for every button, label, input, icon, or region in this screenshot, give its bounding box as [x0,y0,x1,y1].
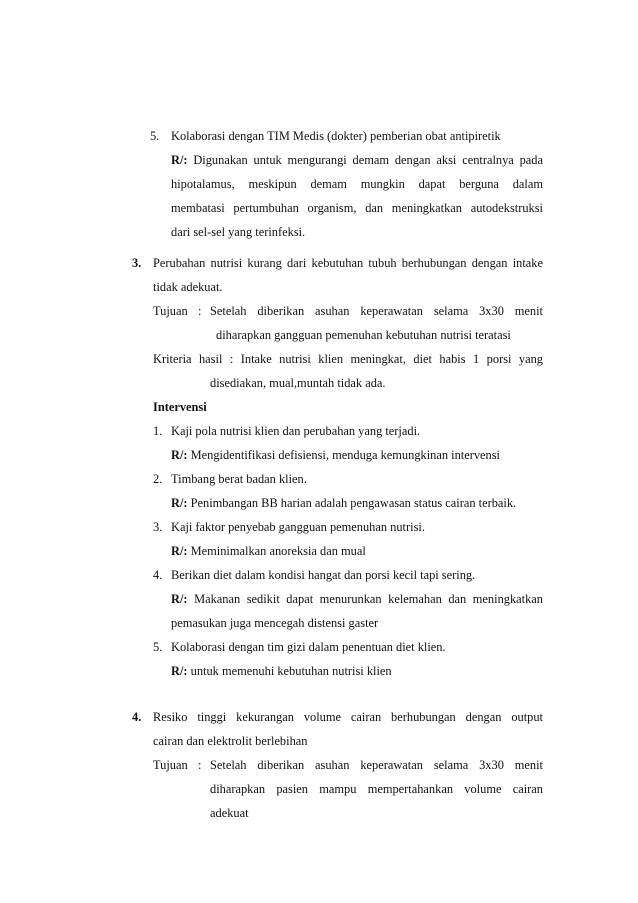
tujuan-text-cont: adekuat [210,806,249,820]
tujuan-separator: : [198,304,202,318]
list-number: 5. [150,129,160,143]
tujuan-label: Tujuan [153,758,188,772]
rationale-text: Makanan sedikit dapat menurunkan kelemahan dan meningkatkan [194,592,543,606]
rationale-line [171,543,366,559]
rationale-line [171,447,500,463]
tujuan-label: Tujuan [153,304,188,318]
rationale-line: hipotalamus, meskipun demam mungkin dapat berguna dalam [171,177,543,191]
section-number: 3. [132,256,142,270]
tujuan-text-cont: diharapkan pasien mampu mempertahankan volume cairan [210,782,543,796]
intervention-text: Berikan diet dalam kondisi hangat dan porsi kecil tapi sering. [171,568,476,582]
intervention-text: Kaji faktor penyebab gangguan pemenuhan nutrisi. [171,520,425,534]
section-number: 4. [132,710,142,724]
rationale-label: R/: [171,448,188,462]
list-number: 5. [153,640,163,654]
section-title-cont: tidak adekuat. [153,280,223,294]
kriteria-hasil: Kriteria hasil : Intake nutrisi klien meningkat, diet habis 1 porsi yang [153,352,543,366]
rationale-line [171,591,543,607]
tujuan-text-cont: diharapkan gangguan pemenuhan kebutuhan nutrisi teratasi [216,328,511,342]
tujuan-separator: : [198,758,202,772]
tujuan-text: Setelah diberikan asuhan keperawatan selama 3x30 menit [210,758,543,772]
intervention-text: Kolaborasi dengan TIM Medis (dokter) pemberian obat antipiretik [171,129,501,143]
list-number: 3. [153,520,163,534]
section-title: Resiko tinggi kekurangan volume cairan berhubungan dengan output [153,710,543,724]
rationale-text: Digunakan untuk mengurangi demam dengan aksi centralnya pada [193,153,543,167]
list-number: 1. [153,424,163,438]
list-number: 4. [153,568,163,582]
rationale-line: membatasi pertumbuhan organism, dan meningkatkan autodekstruksi [171,201,543,215]
rationale-line [171,495,516,511]
rationale-label: R/: [171,592,188,606]
rationale-line [171,663,392,679]
rationale-line [171,152,543,168]
intervention-text: Timbang berat badan klien. [171,472,307,486]
rationale-label: R/: [171,153,188,167]
rationale-text: Penimbangan BB harian adalah pengawasan status cairan terbaik. [190,496,517,510]
section-title: Perubahan nutrisi kurang dari kebutuhan tubuh berhubungan dengan intake [153,256,543,270]
rationale-line: dari sel-sel yang terinfeksi. [171,225,306,239]
rationale-line: pemasukan juga mencegah distensi gaster [171,616,379,630]
kriteria-hasil-cont: disediakan, mual,muntah tidak ada. [210,376,386,390]
section-title-cont: cairan dan elektrolit berlebihan [153,734,308,748]
rationale-text: untuk memenuhi kebutuhan nutrisi klien [190,664,392,678]
rationale-text: Mengidentifikasi defisiensi, menduga kemungkinan intervensi [190,448,500,462]
rationale-label: R/: [171,664,188,678]
rationale-label: R/: [171,496,188,510]
intervensi-heading: Intervensi [153,400,207,414]
list-number: 2. [153,472,163,486]
rationale-text: Meminimalkan anoreksia dan mual [190,544,366,558]
rationale-label: R/: [171,544,188,558]
intervention-text: Kolaborasi dengan tim gizi dalam penentuan diet klien. [171,640,446,654]
intervention-text: Kaji pola nutrisi klien dan perubahan yang terjadi. [171,424,421,438]
tujuan-text: Setelah diberikan asuhan keperawatan selama 3x30 menit [210,304,543,318]
